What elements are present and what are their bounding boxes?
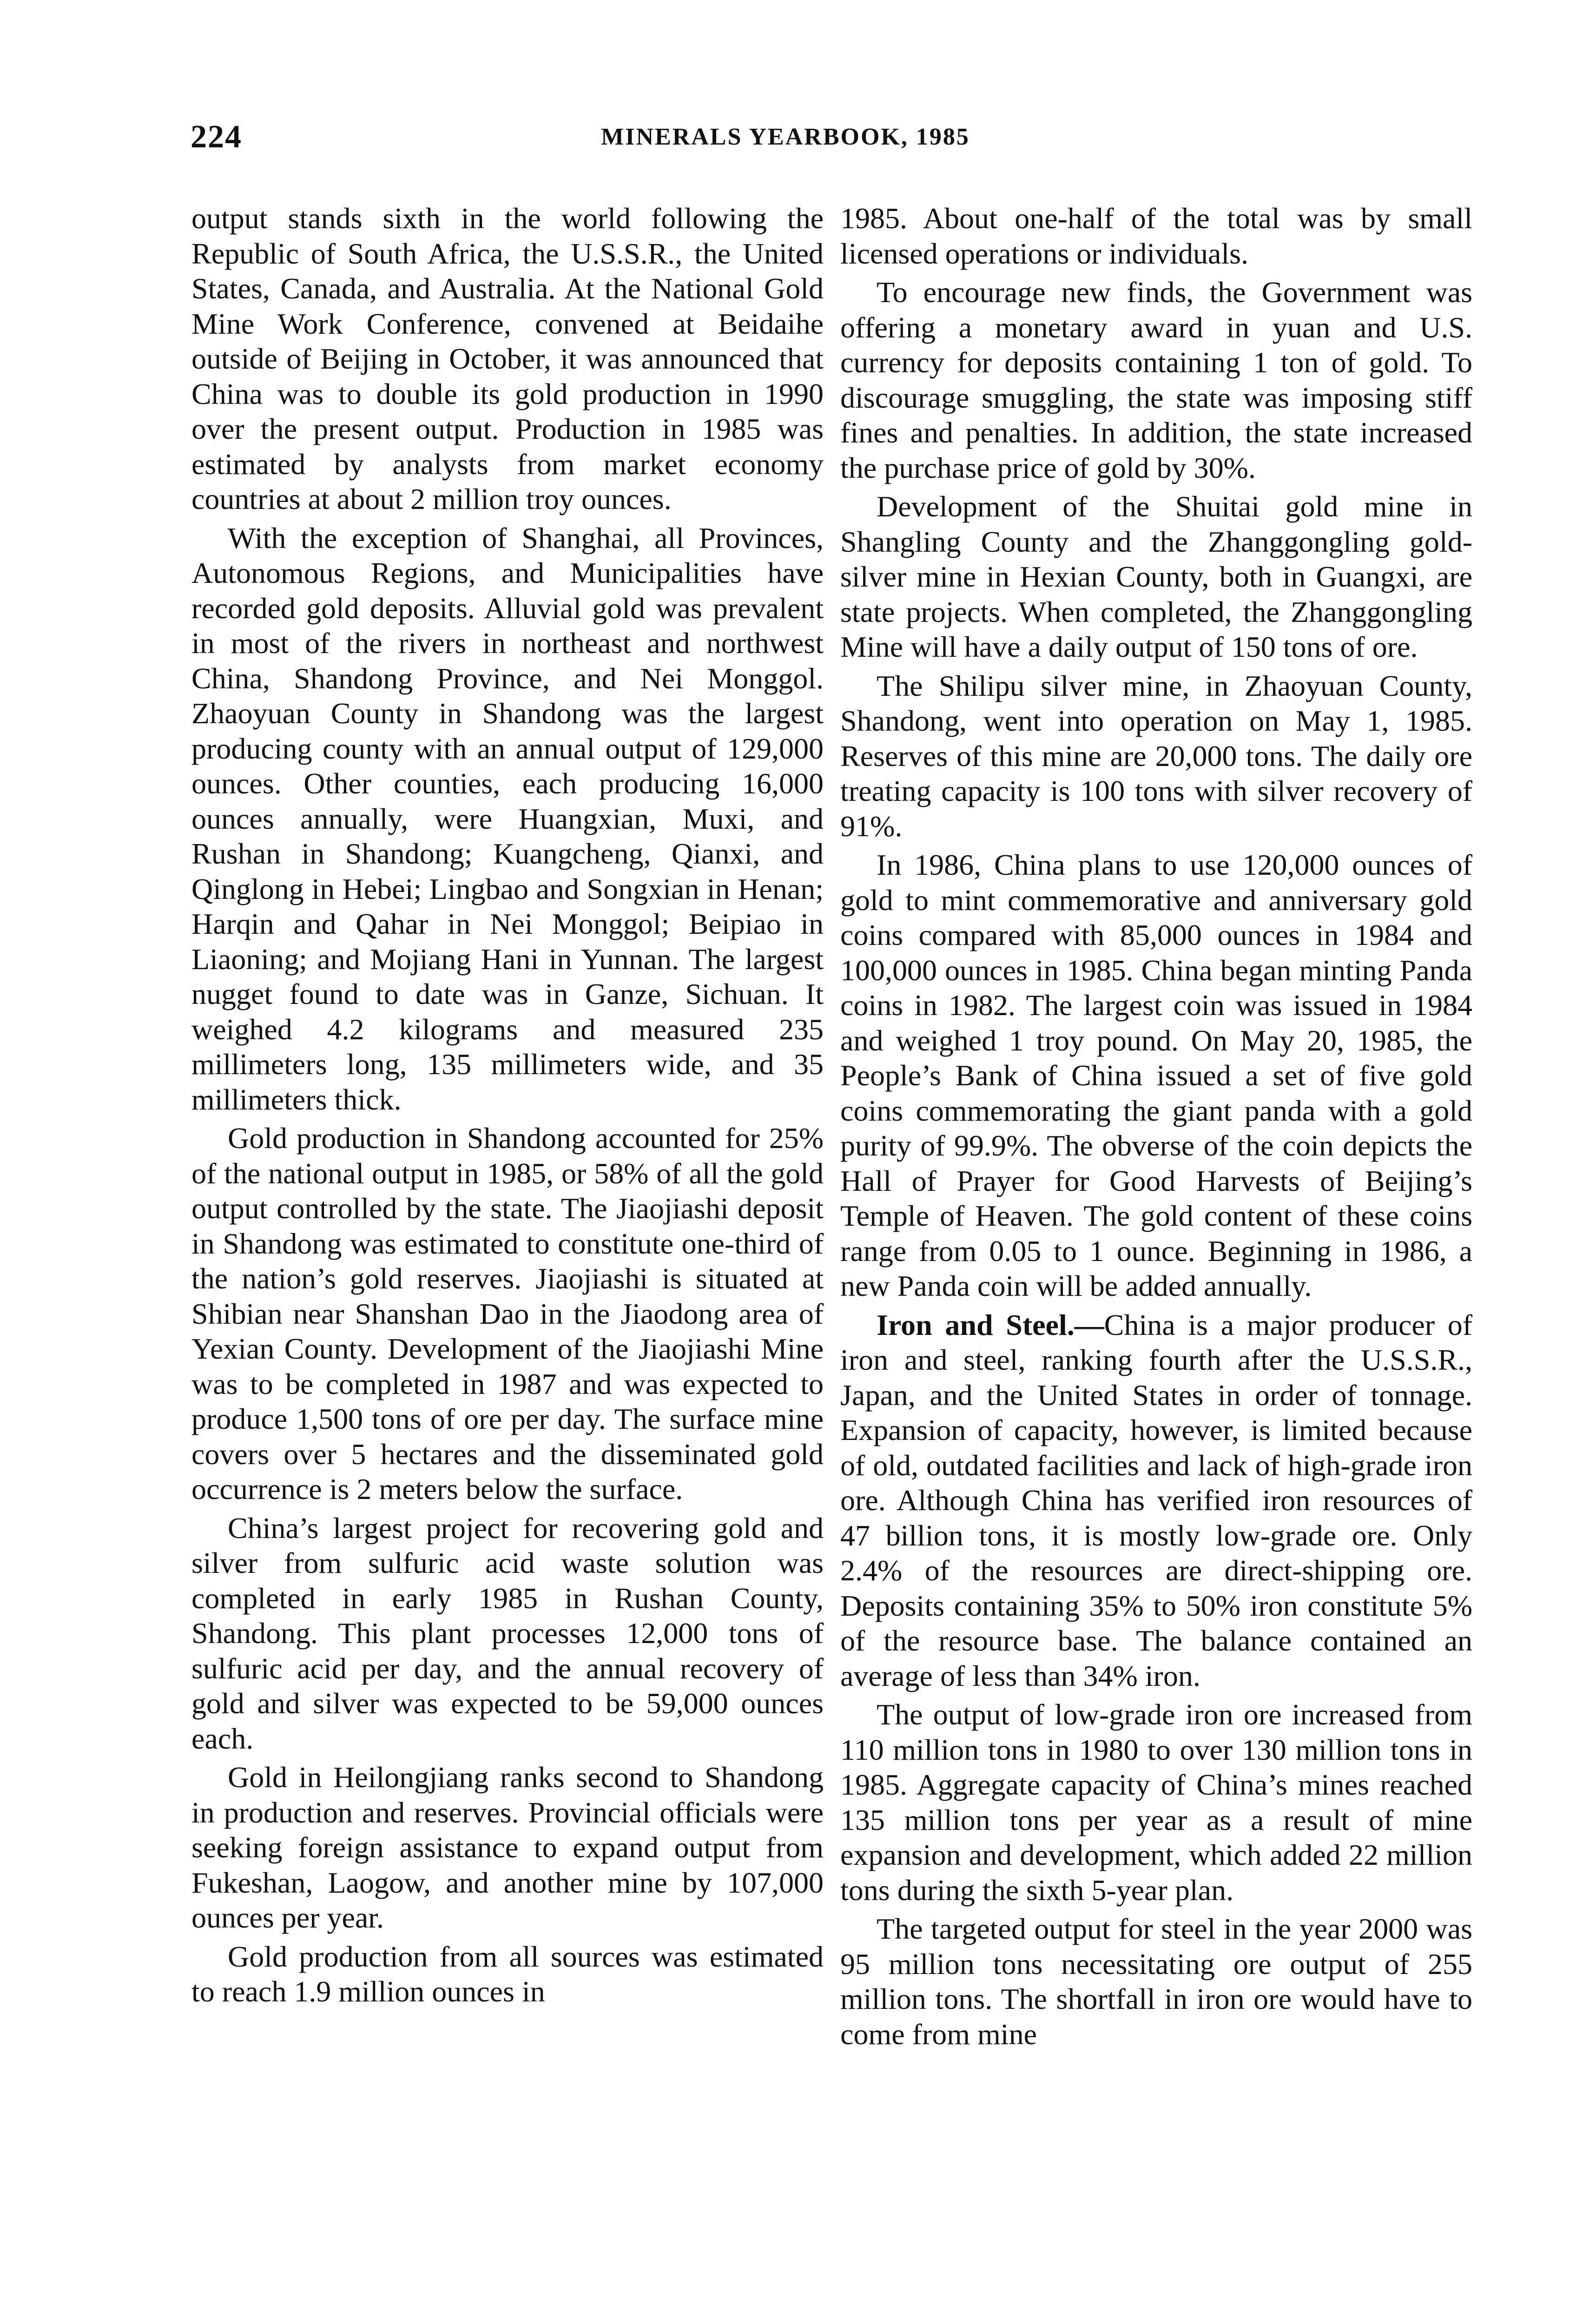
paragraph-government-incentives: To encourage new finds, the Government was offering a monetary award in yuan and U.S. currency for deposits containing 1 ton of gold. To discourage smuggling, the state was imposing stiff fines and penalties. In addition, the state increased the purchase price of gold by 30%. (840, 276, 1472, 484)
iron-steel-text: China is a major producer of iron and steel, ranking fourth after the U.S.S.R., Japan, and the United States in order of tonnage. Expansion of capacity, however, is limited because of old, outdated facilities and lack of high-grade iron ore. Although China has verified iron resources of 47 billion tons, it is mostly low-grade ore. Only 2.4% of the resources are direct-shipping ore. Deposits containing 35% to 50% iron constitute 5% of the resource base. The balance contained an average of less than 34% iron. (840, 1308, 1473, 1692)
left-column (191, 201, 824, 2013)
paragraph-total-production: Gold production from all sources was estimated to reach 1.9 million ounces in (191, 1940, 824, 2008)
paragraph-gold-output: output stands sixth in the world following the Republic of South Africa, the U.S.S.R., the United States, Canada, and Australia. At the National Gold Mine Work Conference, convened at Beidaihe outside of Beijing in October, it was announced that China was to double its gold production in 1990 over the present output. Production in 1985 was estimated by analysts from market economy countries at about 2 million troy ounces. (191, 202, 824, 515)
section-heading-iron-steel: Iron and Steel.— (877, 1308, 1104, 1341)
running-title: MINERALS YEARBOOK, 1985 (601, 124, 970, 150)
paragraph-recovery-project: China’s largest project for recovering gold and silver from sulfuric acid waste solution was completed in early 1985 in Rushan County, Shandong. This plant processes 12,000 tons of sulfuric acid per day, and the annual recovery of gold and silver was expected to be 59,000 ounces each. (191, 1511, 824, 1755)
paragraph-gold-deposits: With the exception of Shanghai, all Provinces, Autonomous Regions, and Municipalities have recorded gold deposits. Alluvial gold was prevalent in most of the rivers in northeast and northwest China, Shandong Province, and Nei Monggol. Zhaoyuan County in Shandong was the largest producing county with an annual output of 129,000 ounces. Other counties, each producing 16,000 ounces annually, were Huangxian, Muxi, and Rushan in Shandong; Kuangcheng, Qianxi, and Qinglong in Hebei; Lingbao and Songxian in Henan; Harqin and Qahar in Nei Monggol; Beipiao in Liaoning; and Mojiang Hani in Yunnan. The largest nugget found to date was in Ganze, Sichuan. It weighed 4.2 kilograms and measured 235 millimeters long, 135 millimeters wide, and 35 millimeters thick. (191, 521, 824, 1116)
paragraph-shandong-production: Gold production in Shandong accounted for 25% of the national output in 1985, or 58% of all the gold output controlled by the state. The Jiaojiashi deposit in Shandong was estimated to constitute one-third of the nation’s gold reserves. Jiaojiashi is situated at Shibian near Shanshan Dao in the Jiaodong area of Yexian County. Development of the Jiaojiashi Mine was to be completed in 1987 and was expected to produce 1,500 tons of ore per day. The surface mine covers over 5 hectares and the disseminated gold occurrence is 2 meters below the surface. (191, 1122, 824, 1505)
paragraph-steel-target: The targeted output for steel in the year 2000 was 95 million tons necessitating ore output of 255 million tons. The shortfall in iron ore would have to come from mine (840, 1912, 1472, 2051)
page-header (191, 119, 1380, 174)
paragraph-licensed-operations: 1985. About one-half of the total was by small licensed operations or individuals. (840, 202, 1472, 270)
paragraph-iron-steel (840, 1307, 1472, 1694)
page-number: 224 (191, 119, 242, 155)
right-column (840, 201, 1472, 2055)
paragraph-panda-coins: In 1986, China plans to use 120,000 ounces of gold to mint commemorative and anniversary gold coins compared with 85,000 ounces in 1984 and 100,000 ounces in 1985. China began minting Panda coins in 1982. The largest coin was issued in 1984 and weighed 1 troy pound. On May 20, 1985, the People’s Bank of China issued a set of five gold coins commemorating the giant panda with a gold purity of 99.9%. The obverse of the coin depicts the Hall of Prayer for Good Harvests of Beijing’s Temple of Heaven. The gold content of these coins range from 0.05 to 1 ounce. Beginning in 1986, a new Panda coin will be added annually. (840, 848, 1472, 1302)
paragraph-guangxi-mines: Development of the Shuitai gold mine in Shangling County and the Zhanggongling gold-silver mine in Hexian County, both in Guangxi, are state projects. When completed, the Zhanggongling Mine will have a daily output of 150 tons of ore. (840, 490, 1472, 663)
paragraph-iron-ore-output: The output of low-grade iron ore increased from 110 million tons in 1980 to over 130 million tons in 1985. Aggregate capacity of China’s mines reached 135 million tons per year as a result of mine expansion and development, which added 22 million tons during the sixth 5-year plan. (840, 1698, 1472, 1907)
paragraph-shilipu-silver: The Shilipu silver mine, in Zhaoyuan County, Shandong, went into operation on May 1, 1985. Reserves of this mine are 20,000 tons. The daily ore treating capacity is 100 tons with silver recovery of 91%. (840, 669, 1472, 843)
paragraph-heilongjiang: Gold in Heilongjiang ranks second to Shandong in production and reserves. Provincial officials were seeking foreign assistance to expand output from Fukeshan, Laogow, and another mine by 107,000 ounces per year. (191, 1761, 824, 1934)
